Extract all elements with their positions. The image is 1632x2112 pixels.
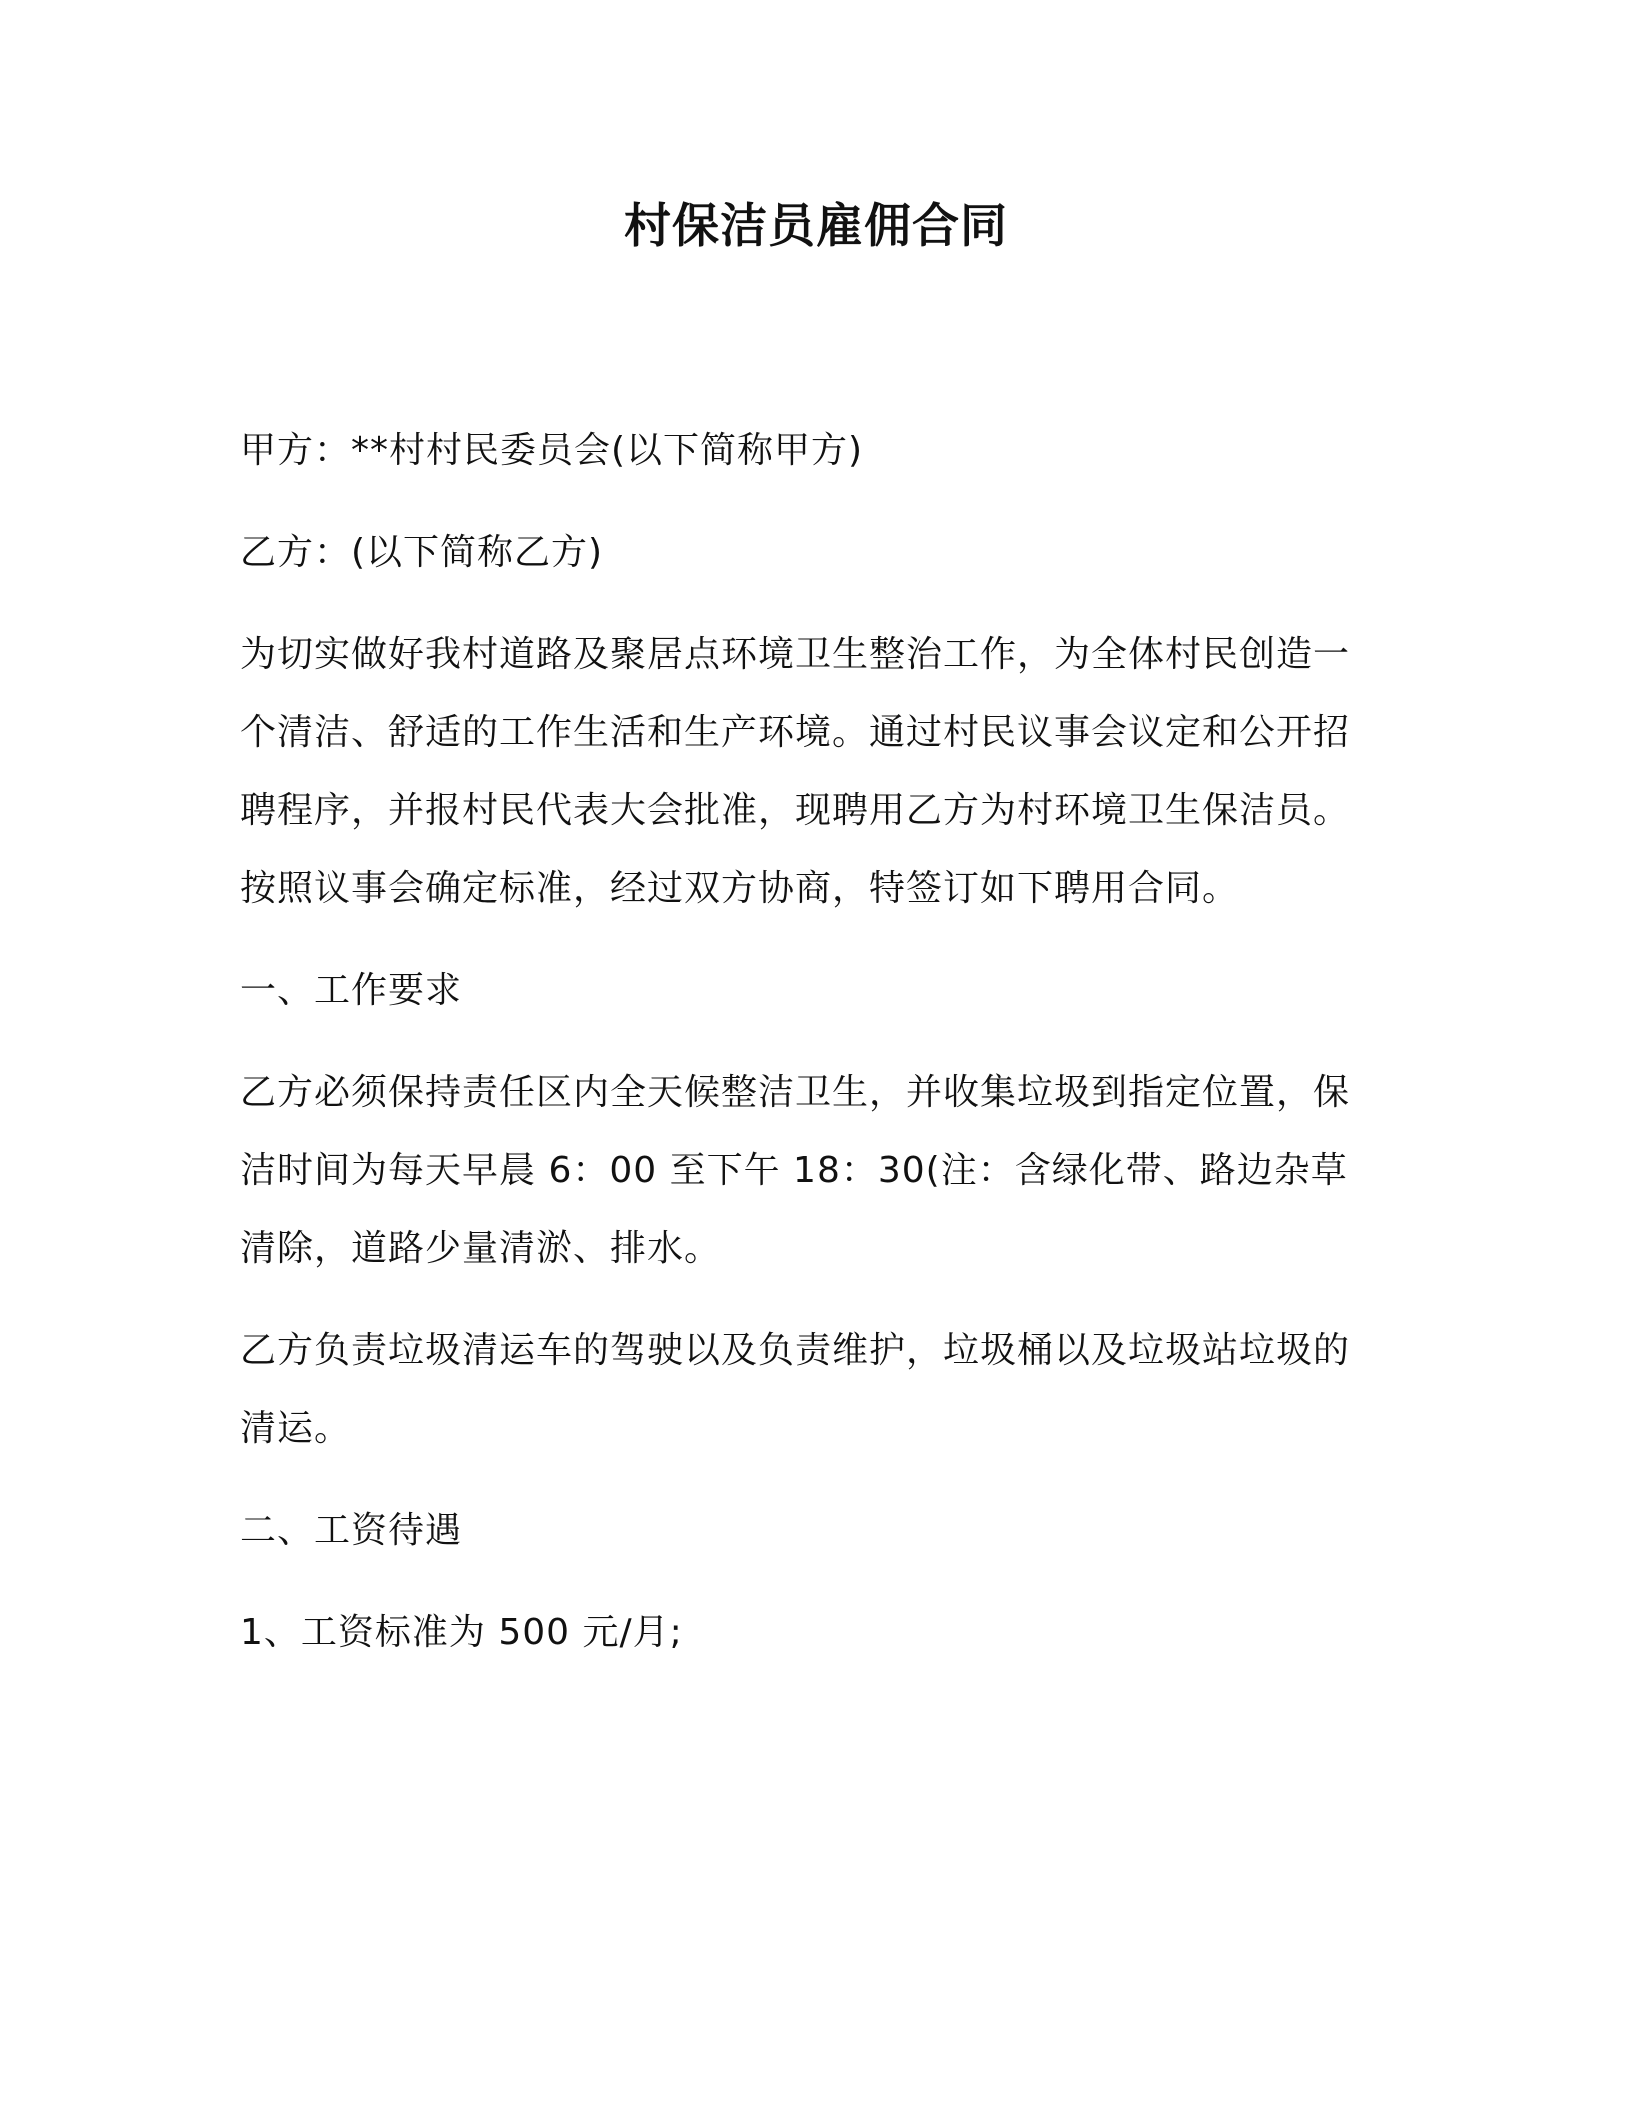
document-title: 村保洁员雇佣合同	[624, 199, 1008, 254]
section-1-heading: 一、工作要求	[240, 970, 463, 1011]
section-1-paragraph-1: 乙方必须保持责任区内全天候整洁卫生，并收集垃圾到指定位置，保洁时间为每天早晨 6：00 至下午 18：30(注：含绿化带、路边杂草清除，道路少量清淤、排水。	[240, 1072, 1351, 1269]
party-b-line: 乙方：(以下简称乙方)	[240, 532, 604, 573]
party-a-line: 甲方：**村村民委员会(以下简称甲方)	[240, 430, 864, 471]
section-1-paragraph-2: 乙方负责垃圾清运车的驾驶以及负责维护，垃圾桶以及垃圾站垃圾的清运。	[240, 1330, 1351, 1449]
document-body	[240, 412, 1360, 1672]
intro-paragraph: 为切实做好我村道路及聚居点环境卫生整治工作，为全体村民创造一个清洁、舒适的工作生活和生产环境。通过村民议事会议定和公开招聘程序，并报村民代表大会批准，现聘用乙方为村环境卫生保洁员。按照议事会确定标准，经过双方协商，特签订如下聘用合同。	[240, 634, 1351, 909]
section-2-item-1: 1、工资标准为 500 元/月;	[240, 1612, 683, 1653]
section-2-heading: 二、工资待遇	[240, 1510, 463, 1551]
